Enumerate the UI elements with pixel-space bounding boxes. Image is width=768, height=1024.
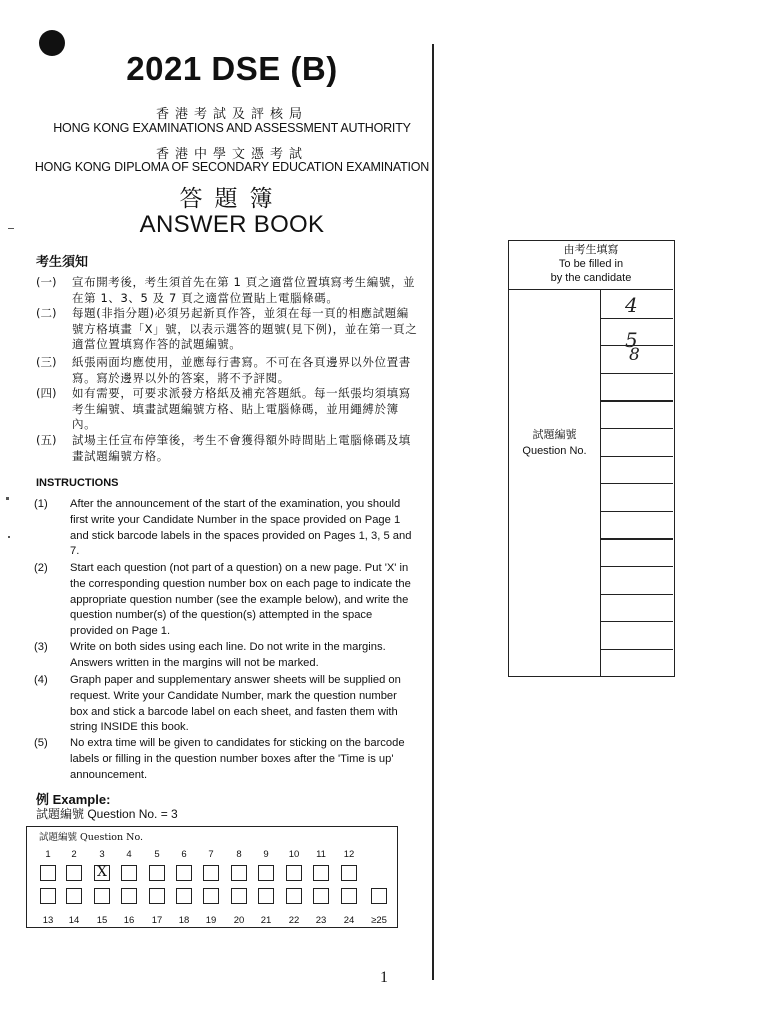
example-number-label: 17 — [151, 915, 163, 926]
candidate-question-box — [508, 240, 675, 677]
example-question-square — [231, 888, 247, 904]
example-question-square — [121, 888, 137, 904]
scan-mark — [8, 228, 14, 229]
example-number-label: 12 — [343, 849, 355, 860]
question-number-row-line — [601, 649, 673, 650]
example-subheading: 試題編號 Question No. = 3 — [36, 807, 178, 821]
example-box-label: 試題編號 Question No. — [39, 832, 144, 843]
notice-item-text: 每題(非指分題)必須另起新頁作答，並須在每一頁的相應試題編號方格填畫「X」號，以表示選答的題號(見下例)，並在第一頁之適當位置填寫作答的試題編號。 — [72, 306, 418, 351]
example-number-label: 15 — [96, 915, 108, 926]
notice-item-text: 宣布開考後，考生須首先在第 1 頁之適當位置填寫考生編號，並在第 1、3、5 及 7 頁之適當位置貼上電腦條碼。 — [72, 275, 416, 305]
example-number-label: 3 — [99, 849, 105, 860]
instruction-item — [34, 497, 416, 560]
notice-heading: 考生須知 — [36, 255, 89, 270]
example-number-label: 7 — [208, 849, 214, 860]
candidate-box-heading-en-1: To be filled in — [558, 258, 624, 270]
example-number-label: 21 — [260, 915, 272, 926]
exam-name-zh: 香港中學文憑考試 — [155, 147, 308, 162]
example-question-square — [203, 865, 219, 881]
example-question-square — [258, 888, 274, 904]
example-question-square — [313, 865, 329, 881]
example-number-label: 6 — [181, 849, 187, 860]
exam-name-en: HONG KONG DIPLOMA OF SECONDARY EDUCATION EXAMINATION — [34, 160, 430, 174]
example-question-square — [203, 888, 219, 904]
notice-item — [36, 386, 420, 433]
example-number-label: 1 — [45, 849, 51, 860]
example-question-box — [26, 826, 398, 928]
question-number-row-line — [601, 483, 673, 484]
question-number-row-line — [601, 621, 673, 622]
handwritten-question-number: 5 — [625, 328, 638, 352]
example-number-label: 4 — [126, 849, 132, 860]
notice-item-number: (五) — [36, 433, 57, 447]
question-number-row-line — [601, 511, 673, 512]
example-question-square — [66, 888, 82, 904]
instruction-number: (5) — [34, 737, 48, 749]
page-number: 1 — [380, 969, 388, 986]
example-question-square — [313, 888, 329, 904]
instruction-number: (2) — [34, 562, 48, 574]
example-number-label: 24 — [343, 915, 355, 926]
notice-item-text: 紙張兩面均應使用，並應每行書寫。不可在各頁邊界以外位置書寫。寫於邊界以外的答案，將不予評閱。 — [72, 355, 411, 385]
example-question-square — [341, 888, 357, 904]
example-heading: 例 Example: — [36, 792, 111, 807]
example-question-square — [371, 888, 387, 904]
instruction-item — [34, 673, 416, 736]
instruction-number: (3) — [34, 641, 48, 653]
question-number-row-line — [601, 594, 673, 595]
handwritten-question-number: 8 — [629, 345, 640, 365]
question-number-row-line — [601, 456, 673, 457]
candidate-box-header — [509, 241, 673, 290]
example-question-square — [40, 865, 56, 881]
example-number-label: 20 — [233, 915, 245, 926]
page-divider — [432, 44, 434, 980]
question-number-row-line — [601, 373, 673, 374]
notice-item-number: (三) — [36, 355, 57, 369]
example-number-label: 11 — [316, 849, 326, 860]
question-number-row-line — [601, 538, 673, 539]
notice-item — [36, 306, 420, 353]
instruction-text: After the announcement of the start of the examination, you should first write your Candidate Number in the space provided on Page 1 and stick barcode labels in the spaces provided on Pages 1, 3, 5 and 7. — [70, 498, 412, 558]
example-question-square — [231, 865, 247, 881]
instruction-item — [34, 736, 416, 783]
instruction-text: Start each question (not part of a question) on a new page. Put 'X' in the corresponding question number box on each page to indicate the appropriate question number (see the example below), and write the question number(s) of the question(s) attempted in the space provided on Page 1. — [70, 562, 411, 638]
instruction-item — [34, 640, 416, 672]
authority-en: HONG KONG EXAMINATIONS AND ASSESSMENT AUTHORITY — [53, 121, 411, 135]
example-question-square — [176, 865, 192, 881]
question-no-label-zh: 試題編號 — [532, 428, 577, 441]
example-number-label: 16 — [123, 915, 135, 926]
example-number-label: 18 — [178, 915, 190, 926]
example-number-label: 13 — [42, 915, 54, 926]
example-question-square — [40, 888, 56, 904]
example-question-square — [176, 888, 192, 904]
example-number-label: 10 — [288, 849, 300, 860]
question-number-row-line — [601, 566, 673, 567]
scan-mark — [8, 536, 10, 538]
example-number-label: 22 — [288, 915, 300, 926]
instruction-item — [34, 561, 416, 640]
instruction-text: No extra time will be given to candidates for sticking on the barcode labels or filling in the question number boxes after the 'Time is up' announcement. — [70, 737, 405, 781]
example-number-label: 23 — [315, 915, 327, 926]
instruction-text: Write on both sides using each line. Do not write in the margins. Answers written in the margins will not be marked. — [70, 641, 386, 669]
question-number-row-line — [601, 318, 673, 319]
question-no-label-en: Question No. — [522, 445, 587, 457]
candidate-box-heading-en-2: by the candidate — [550, 272, 632, 284]
example-question-square — [286, 865, 302, 881]
example-question-square — [121, 865, 137, 881]
notice-item-number: (四) — [36, 386, 57, 400]
scan-mark — [6, 497, 9, 500]
notice-item — [36, 355, 420, 386]
exam-title: 2021 DSE (B) — [126, 50, 338, 87]
instruction-text: Graph paper and supplementary answer sheets will be supplied on request. Write your Candidate Number, mark the question number box and stick a barcode label on each sheet, and fasten them with string INSIDE this book. — [70, 674, 401, 734]
example-number-label: 14 — [68, 915, 80, 926]
example-number-label: 2 — [71, 849, 77, 860]
example-number-label: 9 — [263, 849, 269, 860]
example-question-square — [66, 865, 82, 881]
notice-item-text: 試場主任宣布停筆後，考生不會獲得額外時間貼上電腦條碼及填畫試題編號方格。 — [72, 433, 411, 463]
example-question-square — [341, 865, 357, 881]
instructions-heading: INSTRUCTIONS — [36, 477, 119, 489]
example-question-square — [258, 865, 274, 881]
answer-book-en: ANSWER BOOK — [139, 211, 325, 238]
notice-item-number: (一) — [36, 275, 57, 289]
example-number-label: 8 — [236, 849, 242, 860]
example-question-square — [286, 888, 302, 904]
notice-item — [36, 275, 420, 306]
example-question-square — [94, 888, 110, 904]
candidate-box-heading-zh: 由考生填寫 — [563, 243, 619, 256]
notice-item — [36, 433, 420, 464]
notice-item-text: 如有需要，可要求派發方格紙及補充答題紙。每一紙張均須填寫考生編號、填畫試題編號方格、貼上電腦條碼，並用繩縛於簿內。 — [72, 386, 411, 431]
question-number-row-line — [601, 428, 673, 429]
handwritten-question-number: 4 — [625, 293, 638, 317]
example-number-label: 5 — [154, 849, 160, 860]
example-question-square-marked: X — [94, 865, 110, 881]
instruction-number: (1) — [34, 498, 48, 510]
instruction-number: (4) — [34, 674, 48, 686]
question-number-row-line — [601, 400, 673, 401]
authority-zh: 香港考試及評核局 — [155, 107, 308, 122]
notice-item-number: (二) — [36, 306, 57, 320]
example-number-label: ≥25 — [371, 915, 387, 926]
answer-book-zh: 答題簿 — [179, 186, 285, 212]
example-question-square — [149, 865, 165, 881]
example-question-square — [149, 888, 165, 904]
example-number-label: 19 — [205, 915, 217, 926]
